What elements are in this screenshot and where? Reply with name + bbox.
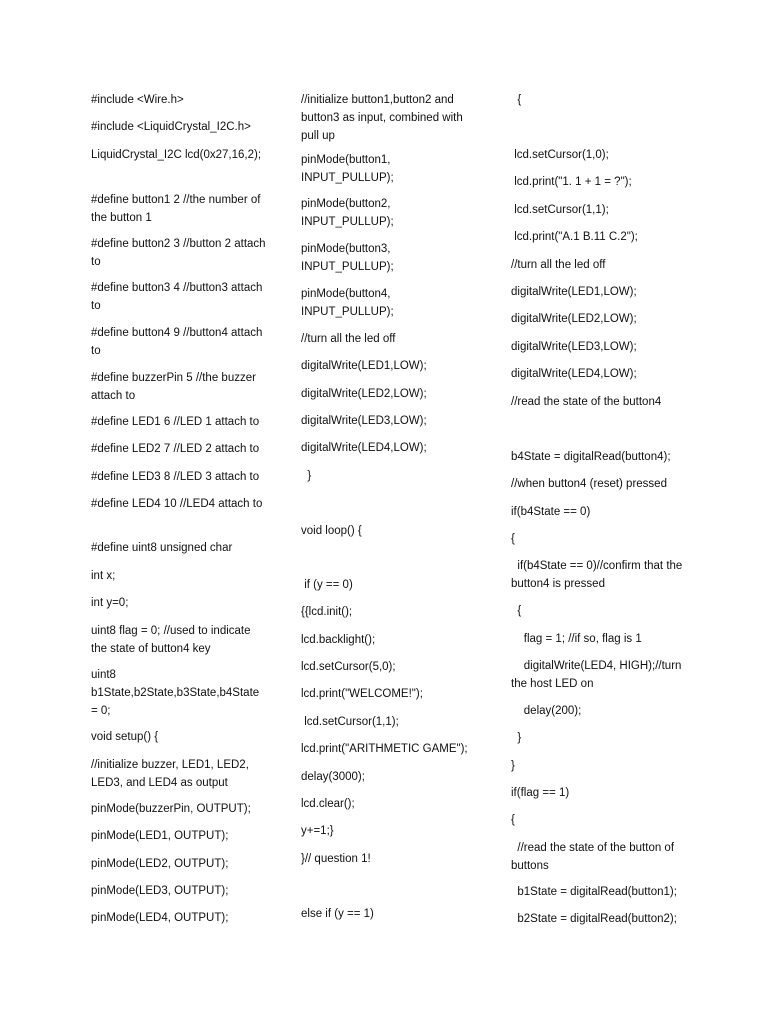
code-line: digitalWrite(LED1,LOW); [301,360,427,372]
code-line: //read the state of the button of buttons [511,842,678,872]
code-line: pinMode(button2, INPUT_PULLUP); [301,198,394,228]
code-line: lcd.print("WELCOME!"); [301,688,423,700]
code-line: lcd.backlight(); [301,634,376,646]
code-line: int x; [91,570,116,582]
code-line: pinMode(button1, INPUT_PULLUP); [301,154,394,184]
code-line: LiquidCrystal_I2C lcd(0x27,16,2); [91,149,262,161]
code-line: #define button2 3 //button 2 attach to [91,238,269,268]
code-line: pinMode(button4, INPUT_PULLUP); [301,288,394,318]
code-line: digitalWrite(LED2,LOW); [301,388,427,400]
code-line: digitalWrite(LED1,LOW); [511,286,637,298]
code-line: //initialize button1,button2 and button3 as input, combined with pull up [301,94,466,142]
code-line: //read the state of the button4 [511,396,662,408]
code-line: digitalWrite(LED3,LOW); [511,341,637,353]
code-line: else if (y == 1) [301,908,374,920]
code-line: lcd.setCursor(1,1); [301,716,399,728]
code-line: if(b4State == 0) [511,506,591,518]
code-line: #include <LiquidCrystal_I2C.h> [91,121,251,133]
code-line: digitalWrite(LED4,LOW); [301,442,427,454]
code-line: lcd.setCursor(5,0); [301,661,396,673]
code-line: #define LED1 6 //LED 1 attach to [91,416,260,428]
code-line: if(b4State == 0)//confirm that the button4 is pressed [511,560,686,590]
code-line: void loop() { [301,525,362,537]
code-line: #define uint8 unsigned char [91,542,233,554]
code-line: b1State = digitalRead(button1); [511,886,677,898]
code-line: { [511,814,515,826]
code-line: {{lcd.init(); [301,606,353,618]
code-line: uint8 flag = 0; //used to indicate the state of button4 key [91,625,254,655]
code-line: lcd.setCursor(1,1); [511,204,609,216]
code-line: if(flag == 1) [511,787,570,799]
code-line: pinMode(LED2, OUTPUT); [91,858,229,870]
code-line: if (y == 0) [301,579,353,591]
code-line: uint8 b1State,b2State,b3State,b4State = 0; [91,669,263,717]
code-line: lcd.clear(); [301,798,355,810]
code-line: #define LED3 8 //LED 3 attach to [91,471,260,483]
code-line: void setup() { [91,731,159,743]
code-line: { [511,94,522,106]
code-line: //turn all the led off [511,259,606,271]
code-line: #define button4 9 //button4 attach to [91,327,266,357]
code-line: y+=1;} [301,825,334,837]
code-line: #define button3 4 //button3 attach to [91,282,266,312]
code-line: } [511,760,515,772]
code-line: int y=0; [91,597,129,609]
code-line: pinMode(LED3, OUTPUT); [91,885,229,897]
code-line: #include <Wire.h> [91,94,184,106]
code-line: }// question 1! [301,853,371,865]
code-line: #define LED4 10 //LED4 attach to [91,498,263,510]
code-line: #define button1 2 //the number of the button 1 [91,194,264,224]
code-line: { [511,533,515,545]
code-line: delay(3000); [301,771,365,783]
code-line: lcd.setCursor(1,0); [511,149,609,161]
code-line: lcd.print("ARITHMETIC GAME"); [301,743,468,755]
code-line: b2State = digitalRead(button2); [511,913,677,925]
code-line: digitalWrite(LED3,LOW); [301,415,427,427]
code-line: digitalWrite(LED2,LOW); [511,313,637,325]
code-line: #define LED2 7 //LED 2 attach to [91,443,260,455]
code-line: //turn all the led off [301,333,396,345]
code-line: digitalWrite(LED4, HIGH);//turn the host LED on [511,660,685,690]
code-line: } [301,470,312,482]
code-line: delay(200); [511,705,582,717]
code-line: digitalWrite(LED4,LOW); [511,368,637,380]
code-line: { [511,605,522,617]
code-line: b4State = digitalRead(button4); [511,451,671,463]
code-line: //when button4 (reset) pressed [511,478,667,490]
code-line: pinMode(LED1, OUTPUT); [91,830,229,842]
code-line: pinMode(LED4, OUTPUT); [91,912,229,924]
code-line: //initialize buzzer, LED1, LED2, LED3, and LED4 as output [91,759,253,789]
code-line: pinMode(buzzerPin, OUTPUT); [91,803,251,815]
code-line: lcd.print("1. 1 + 1 = ?"); [511,176,632,188]
code-line: } [511,732,522,744]
code-line: flag = 1; //if so, flag is 1 [511,633,642,645]
code-line: pinMode(button3, INPUT_PULLUP); [301,243,394,273]
code-line: #define buzzerPin 5 //the buzzer attach to [91,372,260,402]
code-line: lcd.print("A.1 B.11 C.2"); [511,231,638,243]
